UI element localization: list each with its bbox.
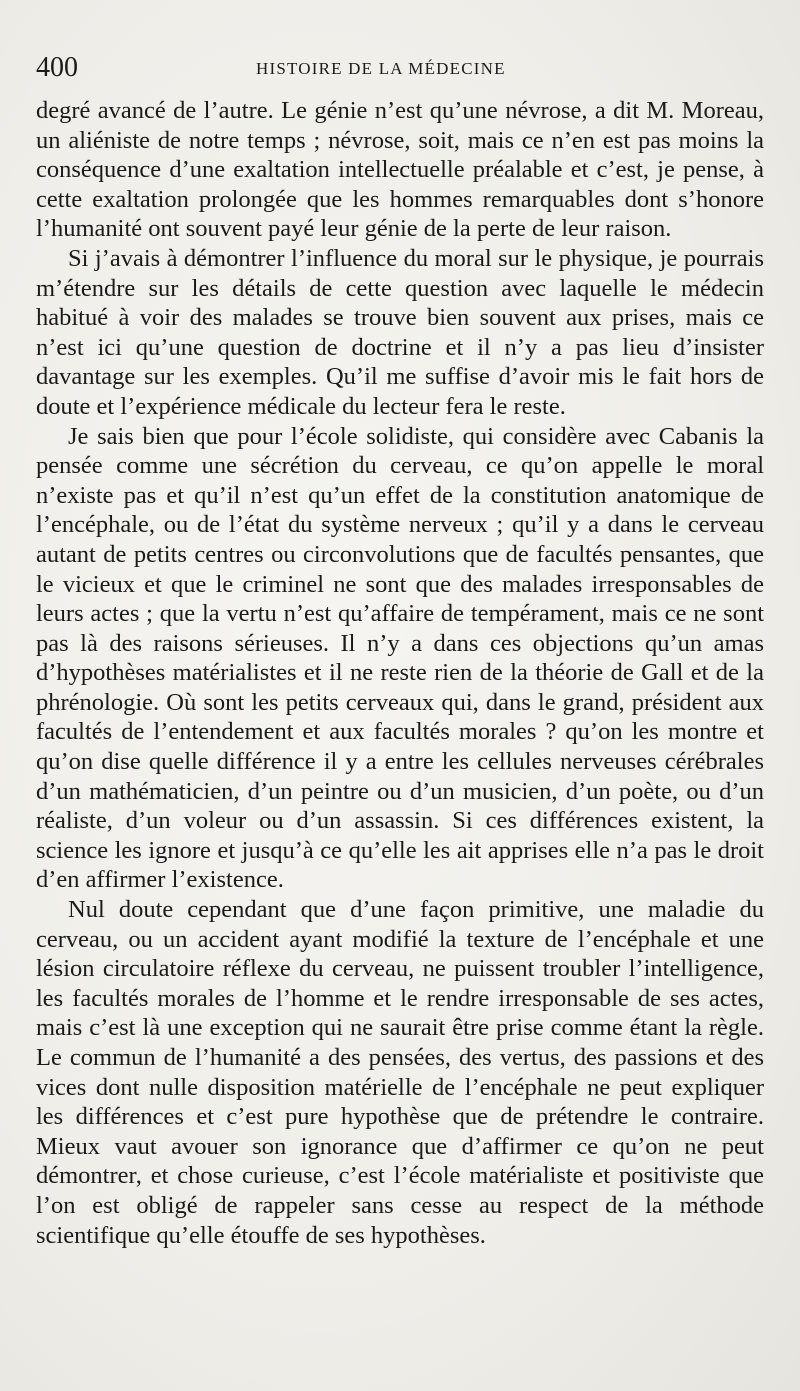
paragraph: Je sais bien que pour l’école solidiste, qui considère avec Cabanis la pensée comme une sécrétion du cerveau, ce qu’on appelle le moral n’existe pas et qu’il n’est qu’un effet de la constitution anatomique de l’encéphale, ou de l’état du système nerveux ; qu’il y a dans le cerveau autant de petits centres ou circonvolutions que de facultés pensantes, que le vicieux et que le criminel ne sont que des malades irresponsables de leurs actes ; que la vertu n’est qu’affaire de tempérament, mais ce ne sont pas là des raisons sérieuses. Il n’y a dans ces objections qu’un amas d’hypothèses matérialistes et il ne reste rien de la théorie de Gall et de la phrénologie. Où sont les petits cerveaux qui, dans le grand, président aux facultés de l’entendement et aux facultés morales ? qu’on les montre et qu’on dise quelle différence il y a entre les cellules nerveuses cérébrales d’un mathématicien, d’un peintre ou d’un musicien, d’un poète, ou d’un réaliste, d’un voleur ou d’un assassin. Si ces différences existent, la science les ignore et jusqu’à ce qu’elle les ait apprises elle n’a pas le droit d’en affirmer l’existence. xyxy=(36,422,764,894)
page-number: 400 xyxy=(36,52,78,83)
paragraph: Si j’avais à démontrer l’influence du moral sur le physique, je pourrais m’étendre sur les détails de cette question avec laquelle le médecin habitué à voir des malades se trouve bien souvent aux prises, mais ce n’est ici qu’une question de doctrine et il n’y a pas lieu d’insister davantage sur les exemples. Qu’il me suffise d’avoir mis le fait hors de doute et l’expérience médicale du lecteur fera le reste. xyxy=(36,244,764,420)
body-text xyxy=(36,96,764,1250)
running-title: HISTOIRE DE LA MÉDECINE xyxy=(256,59,506,78)
paragraph-continuation: degré avancé de l’autre. Le génie n’est qu’une névrose, a dit M. Moreau, un aliéniste de notre temps ; névrose, soit, mais ce n’en est pas moins la conséquence d’une exaltation intellectuelle préalable et c’est, je pense, à cette exaltation prolongée que les hommes remarquables dont s’honore l’humanité ont souvent payé leur génie de la perte de leur raison. xyxy=(36,97,764,243)
paragraph: Nul doute cependant que d’une façon primitive, une maladie du cerveau, ou un accident ayant modifié la texture de l’encéphale et une lésion circulatoire réflexe du cerveau, ne puissent troubler l’intelligence, les facultés morales de l’homme et le rendre irresponsable de ses actes, mais c’est là une exception qui ne saurait être prise comme étant la règle. Le commun de l’humanité a des pensées, des vertus, des passions et des vices dont nulle disposition matérielle de l’encéphale ne peut expliquer les différences et c’est pure hypothèse que de prétendre le contraire. Mieux vaut avouer son ignorance que d’affirmer ce qu’on ne peut démontrer, et chose curieuse, c’est l’école matérialiste et positiviste que l’on est obligé de rappeler sans cesse au respect de la méthode scientifique qu’elle étouffe de ses hypothèses. xyxy=(36,896,764,1249)
running-head xyxy=(36,52,546,92)
